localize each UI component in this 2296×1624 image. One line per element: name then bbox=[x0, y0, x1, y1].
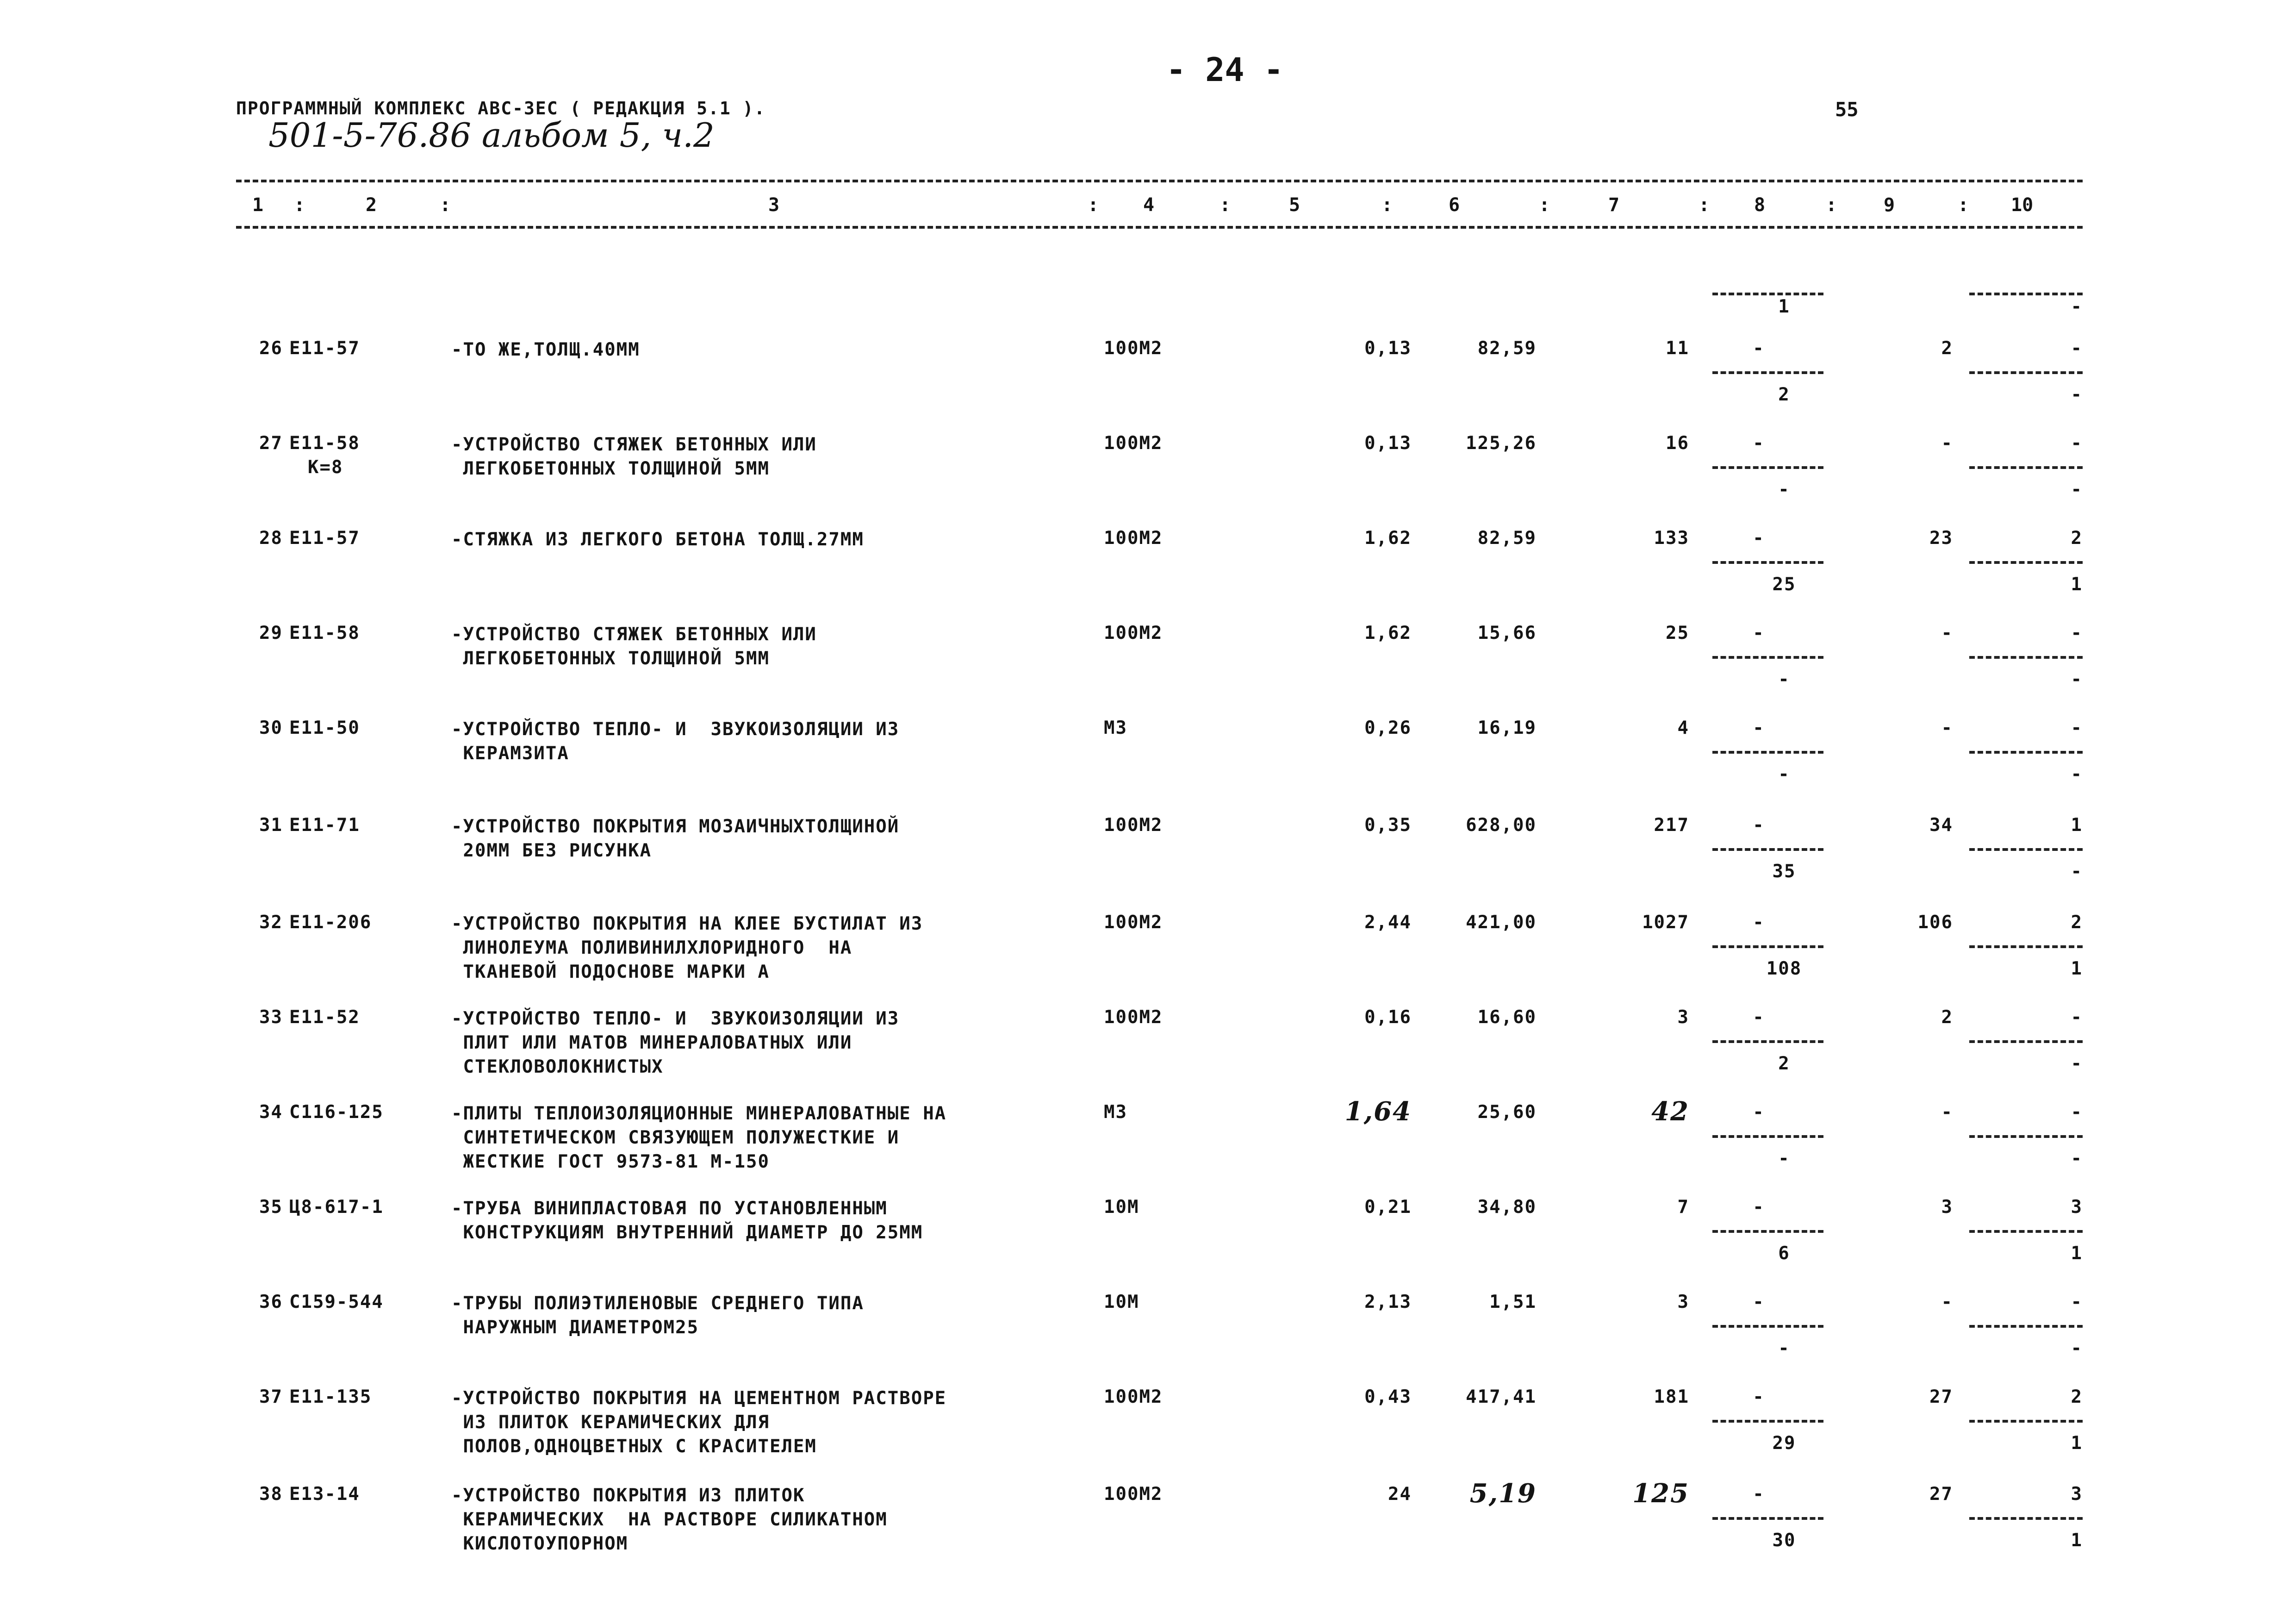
fraction-line bbox=[1969, 1135, 2083, 1138]
column-separator: : bbox=[1958, 194, 1969, 216]
row-col10-bottom: 1 bbox=[2071, 1243, 2083, 1264]
row-col10-bottom: - bbox=[2071, 1053, 2083, 1074]
fraction-line bbox=[1969, 466, 2083, 469]
fraction-line bbox=[1712, 656, 1823, 659]
row-number: 35 bbox=[259, 1197, 283, 1218]
row-quantity: 2,44 bbox=[1364, 912, 1412, 933]
row-unit: 100М2 bbox=[1104, 912, 1163, 933]
row-description: -ТО ЖЕ,ТОЛЩ.40ММ bbox=[451, 339, 640, 360]
row-col10-bottom: 1 bbox=[2071, 958, 2083, 979]
table-row bbox=[0, 1387, 2296, 1479]
row-col8-top: - bbox=[1753, 1197, 1765, 1218]
row-code: Е11-206 bbox=[289, 912, 372, 933]
header-rule-top bbox=[236, 180, 2083, 182]
row-col10-bottom: - bbox=[2071, 479, 2083, 500]
row-quantity: 0,35 bbox=[1364, 815, 1412, 836]
row-price: 16,19 bbox=[1477, 718, 1537, 738]
row-col10-top: - bbox=[2071, 1102, 2083, 1123]
row-col8-top: - bbox=[1753, 1387, 1765, 1407]
row-unit: 100М2 bbox=[1104, 528, 1163, 549]
row-number: 38 bbox=[259, 1484, 283, 1505]
fraction-line bbox=[1712, 1420, 1823, 1423]
row-unit: 100М2 bbox=[1104, 338, 1163, 359]
row-col8-bottom: - bbox=[1778, 1338, 1790, 1359]
row-total: 3 bbox=[1677, 1292, 1689, 1312]
fraction-line bbox=[1969, 561, 2083, 564]
row-col9: - bbox=[1941, 1292, 1953, 1312]
row-unit: М3 bbox=[1104, 1102, 1127, 1123]
fraction-line bbox=[1712, 561, 1823, 564]
row-col8-bottom: - bbox=[1778, 669, 1790, 690]
row-col8-bottom: - bbox=[1778, 1148, 1790, 1169]
row-code: С116-125 bbox=[289, 1102, 384, 1123]
row-col8-bottom: 2 bbox=[1778, 1053, 1790, 1074]
row-description: -ТРУБЫ ПОЛИЭТИЛЕНОВЫЕ СРЕДНЕГО ТИПА НАРУЖНЫМ ДИАМЕТРОМ25 bbox=[451, 1293, 864, 1338]
row-col8-top: - bbox=[1753, 912, 1765, 933]
row-number: 36 bbox=[259, 1292, 283, 1312]
row-col10-bottom: 1 bbox=[2071, 1530, 2083, 1551]
row-code: Е11-57 bbox=[289, 528, 360, 549]
row-price: 417,41 bbox=[1466, 1387, 1537, 1407]
row-code: Е11-57 bbox=[289, 338, 360, 359]
column-header-6: 6 bbox=[1449, 194, 1460, 216]
row-description: -УСТРОЙСТВО ТЕПЛО- И ЗВУКОИЗОЛЯЦИИ ИЗ ПЛИТ ИЛИ МАТОВ МИНЕРАЛОВАТНЫХ ИЛИ СТЕКЛОВОЛОКНИСТЫХ bbox=[451, 1008, 900, 1077]
row-col9: 3 bbox=[1941, 1197, 1953, 1218]
row-quantity-handwritten: 1,64 bbox=[1344, 1096, 1412, 1127]
fraction-line bbox=[1712, 293, 1823, 295]
sheet-number: 55 bbox=[1835, 98, 1859, 121]
column-separator: : bbox=[1539, 194, 1550, 216]
row-price-handwritten: 5,19 bbox=[1469, 1478, 1537, 1509]
row-code: Е11-71 bbox=[289, 815, 360, 836]
row-number: 33 bbox=[259, 1007, 283, 1028]
row-quantity: 0,13 bbox=[1364, 433, 1412, 454]
fraction-line bbox=[1712, 1517, 1823, 1520]
row-total: 181 bbox=[1654, 1387, 1689, 1407]
row-quantity: 1,62 bbox=[1364, 623, 1412, 643]
row-quantity: 2,13 bbox=[1364, 1292, 1412, 1312]
column-header-9: 9 bbox=[1884, 194, 1895, 216]
row-col8-top: - bbox=[1753, 1484, 1765, 1505]
row-description: -ПЛИТЫ ТЕПЛОИЗОЛЯЦИОННЫЕ МИНЕРАЛОВАТНЫЕ НА СИНТЕТИЧЕСКОМ СВЯЗУЮЩЕМ ПОЛУЖЕСТКИЕ И ЖЕСТКИЕ ГОСТ 9573-81 М-150 bbox=[451, 1103, 947, 1172]
row-col8-bottom: 35 bbox=[1772, 861, 1796, 882]
row-code: Е11-135 bbox=[289, 1387, 372, 1407]
album-note-handwritten: 501-5-76.86 альбом 5, ч.2 bbox=[268, 116, 715, 155]
row-total-handwritten: 42 bbox=[1651, 1096, 1689, 1127]
row-col9: - bbox=[1941, 718, 1953, 738]
row-price: 125,26 bbox=[1466, 433, 1537, 454]
row-total: 3 bbox=[1677, 1007, 1689, 1028]
fraction-line bbox=[1969, 945, 2083, 948]
page-number: - 24 - bbox=[1166, 51, 1283, 89]
table-row bbox=[0, 1197, 2296, 1289]
row-col8-bottom: - bbox=[1778, 764, 1790, 785]
row-unit: 100М2 bbox=[1104, 1484, 1163, 1505]
row-code: Е13-14 bbox=[289, 1484, 360, 1505]
row-col8-bottom: 30 bbox=[1772, 1530, 1796, 1551]
row-description: -УСТРОЙСТВО ПОКРЫТИЯ НА ЦЕМЕНТНОМ РАСТВОРЕ ИЗ ПЛИТОК КЕРАМИЧЕСКИХ ДЛЯ ПОЛОВ,ОДНОЦВЕТНЫХ С КРАСИТЕЛЕМ bbox=[451, 1388, 947, 1457]
row-description: -ТРУБА ВИНИПЛАСТОВАЯ ПО УСТАНОВЛЕННЫМ КОНСТРУКЦИЯМ ВНУТРЕННИЙ ДИАМЕТР ДО 25ММ bbox=[451, 1198, 923, 1243]
table-row bbox=[0, 433, 2296, 525]
row-number: 30 bbox=[259, 718, 283, 738]
fraction-line bbox=[1969, 1230, 2083, 1233]
row-col8-bottom: 108 bbox=[1766, 958, 1802, 979]
row-price: 628,00 bbox=[1466, 815, 1537, 836]
row-col9: 106 bbox=[1917, 912, 1953, 933]
column-header-4: 4 bbox=[1143, 194, 1155, 216]
row-price: 421,00 bbox=[1466, 912, 1537, 933]
row-col10-top: 3 bbox=[2071, 1484, 2083, 1505]
row-col8-bottom: 6 bbox=[1778, 1243, 1790, 1264]
row-col8-bottom: 25 bbox=[1772, 574, 1796, 595]
row-col9: 27 bbox=[1929, 1387, 1953, 1407]
fraction-line bbox=[1969, 371, 2083, 374]
column-separator: : bbox=[1699, 194, 1710, 216]
column-separator: : bbox=[1826, 194, 1837, 216]
row-col9: - bbox=[1941, 623, 1953, 643]
row-col8-top: - bbox=[1753, 338, 1765, 359]
fraction-line bbox=[1712, 466, 1823, 469]
row-col10-bottom: - bbox=[2071, 1338, 2083, 1359]
row-col9: 2 bbox=[1941, 1007, 1953, 1028]
fraction-line bbox=[1969, 1420, 2083, 1423]
table-row bbox=[0, 1007, 2296, 1099]
row-col8-bottom: 2 bbox=[1778, 384, 1790, 405]
table-row bbox=[0, 718, 2296, 810]
row-col8-bottom: 29 bbox=[1772, 1433, 1796, 1454]
row-unit: М3 bbox=[1104, 718, 1127, 738]
row-description: -УСТРОЙСТВО ПОКРЫТИЯ НА КЛЕЕ БУСТИЛАТ ИЗ ЛИНОЛЕУМА ПОЛИВИНИЛХЛОРИДНОГО НА ТКАНЕВОЙ ПОДОСНОВЕ МАРКИ А bbox=[451, 913, 923, 982]
fraction-line bbox=[1712, 1325, 1823, 1328]
row-price: 16,60 bbox=[1477, 1007, 1537, 1028]
row-quantity: 0,26 bbox=[1364, 718, 1412, 738]
row-col9: 23 bbox=[1929, 528, 1953, 549]
row-col8-top: - bbox=[1753, 718, 1765, 738]
row-col10-top: 2 bbox=[2071, 1387, 2083, 1407]
row-col9: 2 bbox=[1941, 338, 1953, 359]
row-col10-bottom: - bbox=[2071, 669, 2083, 690]
row-unit: 100М2 bbox=[1104, 1387, 1163, 1407]
row-col10-bottom: - bbox=[2071, 861, 2083, 882]
row-quantity: 0,43 bbox=[1364, 1387, 1412, 1407]
column-header-1: 1 bbox=[252, 194, 264, 216]
row-total: 4 bbox=[1677, 718, 1689, 738]
row-description: -УСТРОЙСТВО СТЯЖЕК БЕТОННЫХ ИЛИ ЛЕГКОБЕТОННЫХ ТОЛЩИНОЙ 5ММ bbox=[451, 434, 817, 479]
row-col10-bottom: - bbox=[2071, 764, 2083, 785]
row-col8-top: - bbox=[1753, 815, 1765, 836]
row-number: 26 bbox=[259, 338, 283, 359]
row-col10-top: - bbox=[2071, 623, 2083, 643]
row-col10-bottom: - bbox=[2071, 1148, 2083, 1169]
column-header-8: 8 bbox=[1754, 194, 1766, 216]
row-col10-top: - bbox=[2071, 433, 2083, 454]
program-title: ПРОГРАММНЫЙ КОМПЛЕКС АВС-3ЕС ( РЕДАКЦИЯ 5.1 ). bbox=[236, 98, 766, 119]
fraction-line bbox=[1712, 371, 1823, 374]
row-unit: 100М2 bbox=[1104, 433, 1163, 454]
row-unit: 100М2 bbox=[1104, 1007, 1163, 1028]
fraction-line bbox=[1712, 751, 1823, 754]
fraction-line bbox=[1712, 1230, 1823, 1233]
row-col8-top: - bbox=[1753, 1292, 1765, 1312]
row-price: 82,59 bbox=[1477, 338, 1537, 359]
column-header-3: 3 bbox=[768, 194, 780, 216]
row-price: 82,59 bbox=[1477, 528, 1537, 549]
fraction-line bbox=[1712, 1040, 1823, 1043]
row-number: 32 bbox=[259, 912, 283, 933]
row-quantity: 1,62 bbox=[1364, 528, 1412, 549]
fraction-line bbox=[1969, 1517, 2083, 1520]
row-total: 11 bbox=[1666, 338, 1689, 359]
row-total: 16 bbox=[1666, 433, 1689, 454]
fraction-line bbox=[1712, 1135, 1823, 1138]
carried-col8-bottom: 1 bbox=[1778, 296, 1790, 317]
column-separator: : bbox=[1088, 194, 1099, 216]
row-total: 25 bbox=[1666, 623, 1689, 643]
table-row bbox=[0, 623, 2296, 715]
row-number: 37 bbox=[259, 1387, 283, 1407]
row-col10-top: - bbox=[2071, 718, 2083, 738]
row-total: 133 bbox=[1654, 528, 1689, 549]
row-col9: 34 bbox=[1929, 815, 1953, 836]
row-unit: 10М bbox=[1104, 1292, 1139, 1312]
row-description: -УСТРОЙСТВО ПОКРЫТИЯ МОЗАИЧНЫХТОЛЩИНОЙ 20ММ БЕЗ РИСУНКА bbox=[451, 816, 900, 861]
fraction-line bbox=[1712, 848, 1823, 851]
row-col10-bottom: - bbox=[2071, 384, 2083, 405]
carried-col10-bottom: - bbox=[2071, 296, 2083, 317]
row-code: Е11-50 bbox=[289, 718, 360, 738]
row-quantity: 0,13 bbox=[1364, 338, 1412, 359]
row-unit: 100М2 bbox=[1104, 815, 1163, 836]
column-header-10: 10 bbox=[2011, 194, 2034, 216]
row-col8-top: - bbox=[1753, 528, 1765, 549]
row-total: 217 bbox=[1654, 815, 1689, 836]
table-row bbox=[0, 528, 2296, 620]
row-col9: 27 bbox=[1929, 1484, 1953, 1505]
row-price: 15,66 bbox=[1477, 623, 1537, 643]
row-code: Е11-58 bbox=[289, 433, 360, 454]
fraction-line bbox=[1969, 1325, 2083, 1328]
row-col8-top: - bbox=[1753, 1102, 1765, 1123]
row-description: -УСТРОЙСТВО СТЯЖЕК БЕТОННЫХ ИЛИ ЛЕГКОБЕТОННЫХ ТОЛЩИНОЙ 5ММ bbox=[451, 624, 817, 669]
row-col10-top: - bbox=[2071, 338, 2083, 359]
row-total: 1027 bbox=[1642, 912, 1689, 933]
row-col8-top: - bbox=[1753, 433, 1765, 454]
row-description: -УСТРОЙСТВО ПОКРЫТИЯ ИЗ ПЛИТОК КЕРАМИЧЕСКИХ НА РАСТВОРЕ СИЛИКАТНОМ КИСЛОТОУПОРНОМ bbox=[451, 1485, 888, 1554]
row-col10-top: 3 bbox=[2071, 1197, 2083, 1218]
fraction-line bbox=[1969, 751, 2083, 754]
row-unit: 10М bbox=[1104, 1197, 1139, 1218]
row-col8-bottom: - bbox=[1778, 479, 1790, 500]
row-description: -УСТРОЙСТВО ТЕПЛО- И ЗВУКОИЗОЛЯЦИИ ИЗ КЕРАМЗИТА bbox=[451, 719, 900, 764]
row-col10-bottom: 1 bbox=[2071, 1433, 2083, 1454]
row-col10-top: 1 bbox=[2071, 815, 2083, 836]
row-col9: - bbox=[1941, 433, 1953, 454]
table-row bbox=[0, 1478, 2296, 1576]
row-col10-top: - bbox=[2071, 1007, 2083, 1028]
row-unit: 100М2 bbox=[1104, 623, 1163, 643]
row-col8-top: - bbox=[1753, 1007, 1765, 1028]
row-price: 34,80 bbox=[1477, 1197, 1537, 1218]
column-separator: : bbox=[1220, 194, 1231, 216]
row-col10-bottom: 1 bbox=[2071, 574, 2083, 595]
row-code-coefficient: К=8 bbox=[308, 457, 343, 478]
fraction-line bbox=[1969, 848, 2083, 851]
table-row bbox=[0, 338, 2296, 431]
header-rule-bottom bbox=[236, 226, 2083, 229]
column-header-2: 2 bbox=[366, 194, 377, 216]
row-number: 28 bbox=[259, 528, 283, 549]
row-code: С159-544 bbox=[289, 1292, 384, 1312]
row-code: Ц8-617-1 bbox=[289, 1197, 384, 1218]
row-col10-top: 2 bbox=[2071, 912, 2083, 933]
fraction-line bbox=[1969, 656, 2083, 659]
column-separator: : bbox=[294, 194, 305, 216]
row-total-handwritten: 125 bbox=[1632, 1478, 1689, 1509]
row-total: 7 bbox=[1677, 1197, 1689, 1218]
row-col9: - bbox=[1941, 1102, 1953, 1123]
row-col8-top: - bbox=[1753, 623, 1765, 643]
column-separator: : bbox=[1381, 194, 1393, 216]
fraction-line bbox=[1969, 293, 2083, 295]
column-header-5: 5 bbox=[1289, 194, 1300, 216]
table-row bbox=[0, 815, 2296, 907]
row-price: 1,51 bbox=[1489, 1292, 1537, 1312]
row-description: -СТЯЖКА ИЗ ЛЕГКОГО БЕТОНА ТОЛЩ.27ММ bbox=[451, 529, 864, 550]
row-number: 27 bbox=[259, 433, 283, 454]
column-header-7: 7 bbox=[1608, 194, 1620, 216]
row-col10-top: 2 bbox=[2071, 528, 2083, 549]
fraction-line bbox=[1712, 945, 1823, 948]
row-price: 25,60 bbox=[1477, 1102, 1537, 1123]
row-quantity: 0,21 bbox=[1364, 1197, 1412, 1218]
row-col10-top: - bbox=[2071, 1292, 2083, 1312]
row-code: Е11-52 bbox=[289, 1007, 360, 1028]
row-number: 29 bbox=[259, 623, 283, 643]
fraction-line bbox=[1969, 1040, 2083, 1043]
table-row bbox=[0, 1096, 2296, 1194]
table-row bbox=[0, 1292, 2296, 1384]
row-number: 34 bbox=[259, 1102, 283, 1123]
row-quantity: 24 bbox=[1388, 1484, 1412, 1505]
table-row bbox=[0, 912, 2296, 1005]
row-code: Е11-58 bbox=[289, 623, 360, 643]
column-separator: : bbox=[440, 194, 451, 216]
row-quantity: 0,16 bbox=[1364, 1007, 1412, 1028]
row-number: 31 bbox=[259, 815, 283, 836]
